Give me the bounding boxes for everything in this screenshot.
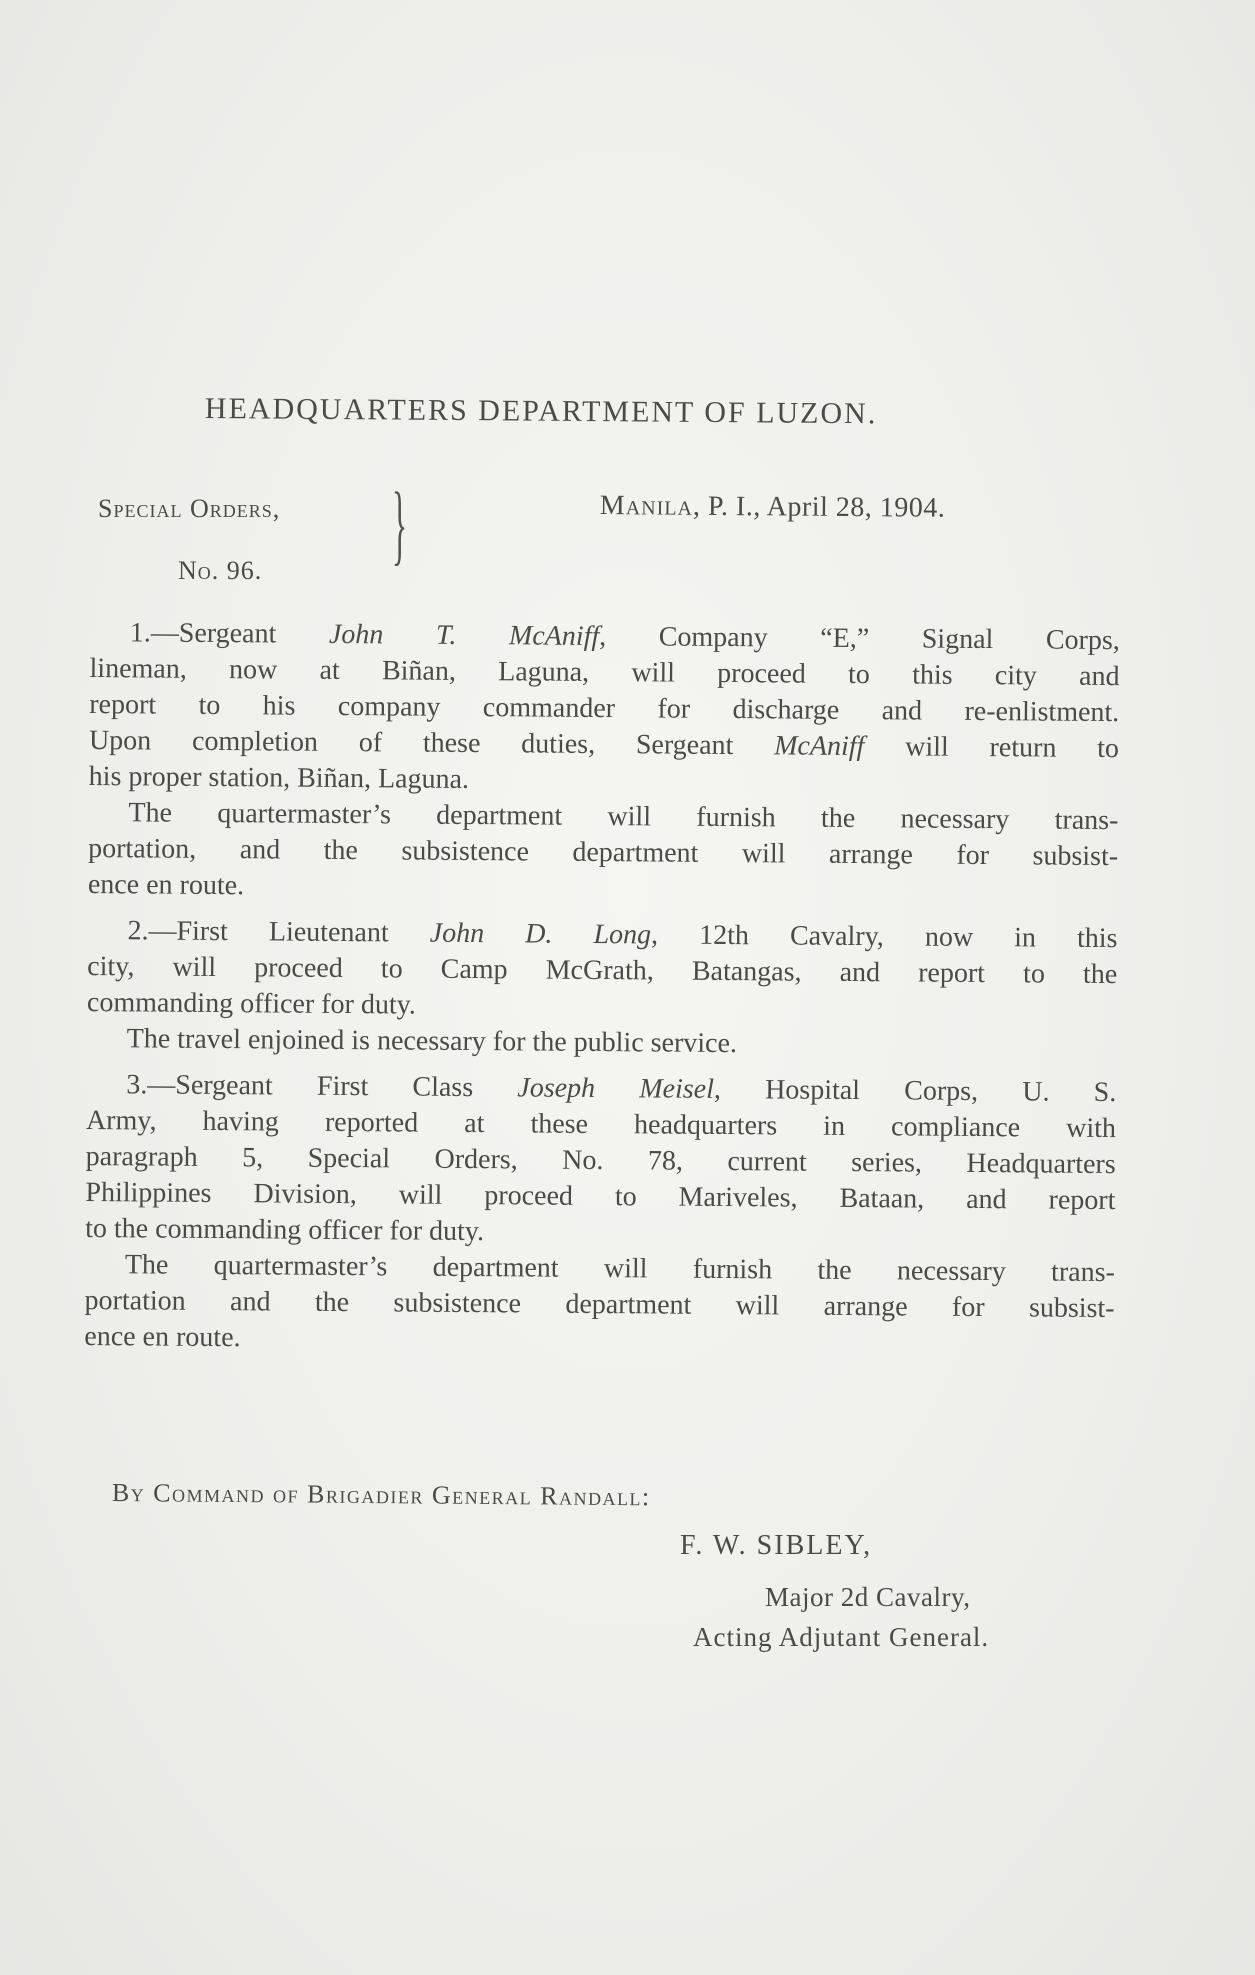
- order-paragraph: [87, 913, 1118, 1029]
- person-name: John T. McAniff: [328, 618, 600, 652]
- text-segment: ence en route.: [87, 868, 245, 902]
- text-segment: his proper station, Biñan, Laguna.: [88, 760, 470, 795]
- person-name: McAniff: [774, 730, 865, 763]
- command-line: By Command of Brigadier General Randall:: [111, 1478, 651, 1512]
- text-segment: , Company “E,” Signal Corps,: [599, 621, 1120, 657]
- text-segment: lineman, now at Biñan, Laguna, will proceed to this city and: [89, 652, 1120, 693]
- text-segment: report to his company commander for discharge and re-enlistment.: [89, 688, 1120, 729]
- order-body: [84, 615, 1120, 1363]
- text-segment: 2.—First Lieutenant: [127, 915, 430, 949]
- document-heading: HEADQUARTERS DEPARTMENT OF LUZON.: [204, 392, 878, 431]
- text-segment: city, will proceed to Camp McGrath, Batangas, and report to the: [87, 950, 1118, 991]
- order-paragraph: [89, 615, 1120, 803]
- text-segment: Army, having reported at these headquarters in compliance with: [85, 1104, 1117, 1145]
- signer-title: Acting Adjutant General.: [693, 1622, 990, 1652]
- signer-rank: Major 2d Cavalry,: [765, 1582, 971, 1612]
- text-segment: 3.—Sergeant First Class: [126, 1069, 518, 1104]
- text-segment: Upon completion of these duties, Sergeant: [88, 724, 775, 762]
- person-name: John D. Long: [429, 917, 652, 951]
- place: Manila: [599, 490, 694, 522]
- person-name: Joseph Meisel: [517, 1072, 715, 1105]
- text-segment: to the commanding officer for duty.: [85, 1212, 485, 1248]
- text-segment: will return to: [864, 731, 1120, 765]
- order-paragraph: [85, 1067, 1116, 1255]
- text-segment: The quartermaster’s department will furnish the necessary trans-: [128, 797, 1119, 837]
- text-segment: , 12th Cavalry, now in this: [650, 919, 1118, 955]
- text-segment: ence en route.: [84, 1320, 241, 1354]
- order-paragraph: [87, 1021, 1117, 1065]
- place-date: [600, 490, 946, 525]
- text-segment: Philippines Division, will proceed to Mariveles, Bataan, and report: [85, 1176, 1116, 1217]
- text-segment: , Hospital Corps, U. S.: [713, 1073, 1117, 1109]
- order-paragraph: [88, 795, 1119, 911]
- brace-mark: }: [392, 475, 408, 574]
- text-segment: The quartermaster’s department will furnish the necessary trans-: [124, 1249, 1115, 1289]
- orders-number: No. 96.: [178, 556, 263, 585]
- order-paragraph: [84, 1247, 1115, 1363]
- orders-label: Special Orders,: [98, 494, 281, 523]
- text-segment: portation and the subsistence department will arrange for subsist-: [84, 1284, 1115, 1325]
- signer-name: F. W. SIBLEY,: [680, 1530, 873, 1561]
- special-orders-label: [98, 478, 280, 602]
- text-segment: paragraph 5, Special Orders, No. 78, current series, Headquarters: [85, 1140, 1116, 1181]
- date: , P. I., April 28, 1904.: [692, 490, 946, 524]
- text-segment: 1.—Sergeant: [129, 617, 330, 650]
- text-segment: The travel enjoined is necessary for the public service.: [126, 1023, 738, 1060]
- text-segment: commanding officer for duty.: [86, 986, 416, 1021]
- text-line: [87, 1021, 1117, 1065]
- text-segment: portation, and the subsistence department will arrange for subsist-: [88, 832, 1119, 873]
